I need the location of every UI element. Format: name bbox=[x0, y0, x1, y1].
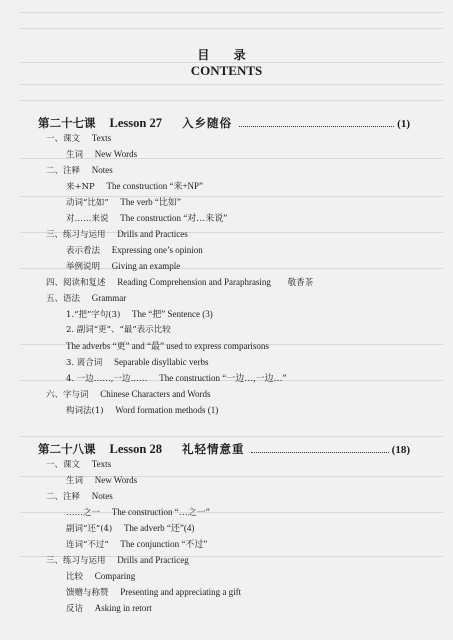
toc-entry bbox=[46, 387, 211, 401]
toc-entry bbox=[66, 339, 269, 353]
entry-chinese: 1.“把”字句(3) bbox=[66, 310, 121, 320]
entry-english: The construction “一边…,一边…” bbox=[159, 373, 287, 383]
entry-chinese: 3. 离合词 bbox=[66, 358, 103, 368]
toc-entry bbox=[66, 147, 137, 161]
entry-chinese: 副词“还”(4) bbox=[66, 524, 113, 534]
entry-chinese: 一、课文 bbox=[46, 460, 81, 470]
entry-chinese: 4. 一边……,一边…… bbox=[66, 374, 148, 384]
toc-entry bbox=[66, 355, 209, 369]
entry-chinese: 表示看法 bbox=[66, 246, 101, 256]
toc-entry bbox=[66, 537, 207, 551]
entry-chinese: 三、练习与运用 bbox=[46, 230, 106, 240]
toc-entry bbox=[66, 371, 286, 385]
page-header bbox=[0, 46, 453, 79]
dot-leader bbox=[239, 126, 394, 127]
toc-entry bbox=[46, 457, 111, 471]
bleed-through-line bbox=[20, 100, 443, 101]
toc-entry bbox=[66, 243, 203, 257]
entry-english: Expressing one’s opinion bbox=[111, 245, 203, 255]
entry-chinese: 一、课文 bbox=[46, 134, 81, 144]
toc-entry bbox=[66, 505, 210, 519]
entry-english: The construction “对…来说” bbox=[120, 213, 228, 223]
entry-english: Drills and Practiceg bbox=[117, 555, 189, 565]
entry-chinese: 对……来说 bbox=[66, 214, 109, 224]
entry-english: The adverbs “更” and “最” used to express comparisons bbox=[66, 341, 269, 351]
entry-english: Chinese Characters and Words bbox=[100, 389, 211, 399]
entry-chinese: 反诘 bbox=[66, 604, 84, 614]
toc-entry bbox=[46, 131, 111, 145]
toc-entry bbox=[46, 291, 126, 305]
entry-english: Texts bbox=[91, 133, 112, 143]
toc-entry bbox=[46, 163, 113, 177]
entry-chinese: 动词“比如” bbox=[66, 198, 109, 208]
entry-english: The conjunction “不过” bbox=[120, 539, 208, 549]
entry-english: Separable disyllabic verbs bbox=[114, 357, 209, 367]
toc-entry bbox=[66, 585, 241, 599]
entry-chinese: 二、注释 bbox=[46, 492, 81, 502]
entry-english: Notes bbox=[91, 491, 113, 501]
entry-chinese: 三、练习与运用 bbox=[46, 556, 106, 566]
entry-chinese: 举例说明 bbox=[66, 262, 101, 272]
toc-entry bbox=[66, 569, 135, 583]
entry-english: Reading Comprehension and Paraphrasing bbox=[117, 277, 271, 287]
toc-entry bbox=[66, 195, 181, 209]
toc-entry bbox=[46, 275, 313, 289]
entry-english: The construction “…之一” bbox=[111, 507, 210, 517]
toc-entry bbox=[66, 403, 218, 417]
entry-chinese: 馈赠与称赞 bbox=[66, 588, 109, 598]
lesson-title-english: Lesson 27 bbox=[109, 116, 162, 130]
toc-entry bbox=[66, 211, 227, 225]
toc-entry bbox=[66, 307, 213, 321]
entry-chinese: 连词“不过” bbox=[66, 540, 109, 550]
entry-english: The “把” Sentence (3) bbox=[132, 309, 213, 319]
entry-chinese: 2. 副词“更”、“最”表示比较 bbox=[66, 325, 171, 335]
entry-english: Comparing bbox=[94, 571, 136, 581]
entry-english: Drills and Practices bbox=[117, 229, 188, 239]
toc-entry bbox=[46, 553, 189, 567]
lesson-title-chinese: 入乡随俗 bbox=[181, 116, 232, 130]
entry-english: Texts bbox=[91, 459, 112, 469]
lesson-title-chinese: 礼轻情意重 bbox=[181, 442, 245, 456]
entry-english: Giving an example bbox=[111, 261, 181, 271]
entry-english: The verb “比如” bbox=[120, 197, 181, 207]
bleed-through-line bbox=[20, 84, 443, 85]
entry-english: The adverb “还”(4) bbox=[123, 523, 195, 533]
toc-entry bbox=[66, 473, 137, 487]
entry-chinese: 来+NP bbox=[66, 182, 95, 192]
bleed-through-line bbox=[20, 28, 443, 29]
lesson-28-heading[interactable] bbox=[38, 441, 410, 457]
toc-entry bbox=[66, 521, 194, 535]
toc-entry bbox=[66, 179, 203, 193]
page-title: CONTENTS bbox=[190, 63, 263, 78]
entry-english: Notes bbox=[91, 165, 113, 175]
bleed-through-line bbox=[20, 12, 443, 13]
entry-english: Presenting and appreciating a gift bbox=[120, 587, 242, 597]
entry-english: The construction “来+NP” bbox=[106, 181, 204, 191]
entry-english: Word formation methods (1) bbox=[115, 405, 219, 415]
lesson-title-english: Lesson 28 bbox=[109, 442, 162, 456]
entry-chinese: ……之一 bbox=[66, 508, 101, 518]
page-title-chinese: 目 录 bbox=[197, 48, 256, 62]
entry-chinese: 六、字与词 bbox=[46, 390, 89, 400]
toc-entry bbox=[66, 323, 171, 337]
entry-english: Grammar bbox=[91, 293, 127, 303]
dot-leader bbox=[251, 452, 388, 453]
entry-chinese: 二、注释 bbox=[46, 166, 81, 176]
lesson-number: 第二十七课 bbox=[38, 116, 96, 130]
entry-chinese: 生词 bbox=[66, 150, 84, 160]
toc-entry bbox=[66, 601, 152, 615]
lesson-number: 第二十八课 bbox=[38, 442, 96, 456]
page-number: (18) bbox=[391, 444, 410, 456]
entry-author: 敬香茶 bbox=[287, 278, 314, 288]
entry-english: New Words bbox=[94, 149, 138, 159]
entry-english: Asking in retort bbox=[94, 603, 152, 613]
entry-chinese: 生词 bbox=[66, 476, 84, 486]
toc-entry bbox=[46, 489, 113, 503]
lesson-27-heading[interactable] bbox=[38, 115, 410, 131]
toc-entry bbox=[66, 259, 180, 273]
entry-chinese: 五、语法 bbox=[46, 294, 81, 304]
toc-entry bbox=[46, 227, 188, 241]
entry-chinese: 比较 bbox=[66, 572, 84, 582]
entry-english: New Words bbox=[94, 475, 138, 485]
page-number: (1) bbox=[397, 118, 410, 130]
entry-chinese: 构词法(1) bbox=[66, 406, 104, 416]
bleed-through-line bbox=[20, 436, 443, 437]
entry-chinese: 四、阅读和复述 bbox=[46, 278, 106, 288]
